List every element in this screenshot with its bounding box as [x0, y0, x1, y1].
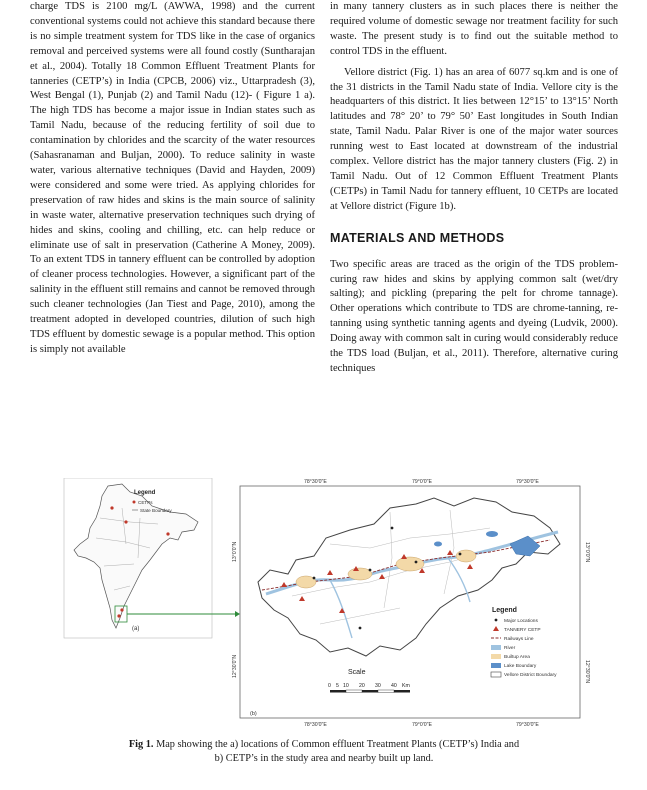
cetp-marker	[117, 614, 120, 617]
builtup-area	[456, 550, 476, 562]
legend-major-locations: Major Locations	[504, 619, 538, 624]
top-tick-2: 79°0'0"E	[412, 479, 432, 485]
right-text-column	[330, 0, 618, 377]
caption-line-2: b) CETP’s in the study area and nearby built up land.	[214, 753, 434, 764]
major-location-marker	[313, 577, 316, 580]
legend-district-boundary: Vellore District Boundary	[504, 673, 557, 678]
bottom-tick-3: 79°30'0"E	[516, 722, 539, 728]
inset-legend-item-cetp: CETPs	[138, 500, 153, 505]
scale-number-40: 40	[391, 683, 397, 689]
major-location-marker	[415, 561, 418, 564]
inset-legend-item-state: State Boundary	[140, 508, 172, 513]
legend-builtup: Builtup Area	[504, 655, 530, 660]
scale-number-5: 5	[336, 683, 339, 689]
figure-map	[30, 478, 618, 736]
cetp-marker	[120, 608, 123, 611]
cetp-marker	[110, 506, 113, 509]
cetp-marker	[166, 532, 169, 535]
major-location-marker	[459, 553, 462, 556]
right-tick-2: 12°30'0"N	[584, 660, 590, 684]
legend-tannery-cetp: TANNERY CETP	[504, 628, 541, 633]
panel-label-b: (b)	[250, 711, 257, 717]
builtup-area	[396, 557, 424, 571]
right-paragraph-2: Vellore district (Fig. 1) has an area of 6077 sq.km and is one of the 31 districts in the Tamil Nadu state of India. Vellore city is the headquarters of this district. It lies between 12°15’ to 13°15’ North latitudes and 78° 20’ to 79° 50’ East longitudes in South Indian state, Tamil Nadu. Palar River is one of the major water sources running west to East located at downstream of the industrial complex. Vellore district has the major tannery clusters (Fig. 2) in Tamil Nadu. Out of 12 Common Effluent Treatment Plants (CETPs) in Tamil Nadu for tannery effluent, 10 CETPs are located at Vellore district (Figure 1b).	[330, 66, 618, 212]
legend-lake: Lake Boundary	[504, 664, 537, 669]
scale-number-0: 0	[328, 683, 331, 689]
left-tick-2: 12°30'0"N	[232, 654, 238, 678]
caption-line-1: Map showing the a) locations of Common effluent Treatment Plants (CETP’s) India and	[156, 739, 520, 750]
bottom-tick-1: 78°30'0"E	[304, 722, 327, 728]
lake	[434, 542, 442, 547]
major-location-marker	[369, 569, 372, 572]
legend-title: Legend	[492, 607, 517, 614]
bottom-tick-2: 79°0'0"E	[412, 722, 432, 728]
figure-caption	[40, 738, 608, 766]
major-location-marker	[359, 627, 362, 630]
legend-railways: Railways Line	[504, 637, 534, 642]
right-paragraph-1: in many tannery clusters as in such places there is neither the required volume of domestic sewage nor treatment facility for such waste. The present study is to find out the suitable method to control TDS in the effluent.	[330, 1, 618, 57]
scale-unit: Km	[402, 683, 410, 689]
district-map-panel	[232, 479, 590, 728]
right-tick-1: 13°0'0"N	[584, 542, 590, 563]
major-location-marker	[391, 527, 394, 530]
caption-label: Fig 1.	[128, 739, 154, 750]
legend-river: River	[504, 646, 516, 651]
scale-number-10: 10	[343, 683, 349, 689]
scale-number-30: 30	[375, 683, 381, 689]
builtup-area	[348, 568, 372, 580]
top-tick-3: 79°30'0"E	[516, 479, 539, 485]
inset-legend-title: Legend	[134, 490, 156, 496]
right-paragraph-3: Two specific areas are traced as the origin of the TDS problem- curing raw hides and skins by applying common salt (wet/dry salting); and pickling (preparing the pelt for chrome tannage). Other operations which contribute to TDS are chrome-tanning, re-tanning using synthetic tanning agents and dyeing (Ludvik, 2000). Doing away with common salt in curing would considerably reduce the TDS load (Buljan, et al., 2011). Therefore, alternative curing techniques	[330, 258, 618, 374]
scale-number-20: 20	[359, 683, 365, 689]
cetp-marker	[124, 520, 127, 523]
left-paragraph-1: charge TDS is 2100 mg/L (AWWA, 1998) and the current conventional systems could not achieve this standard because there is no simple treatment system for TDS like in the case of organics removal and perceived systems were all found costly (Suntharajan et al., 2004). Totally 18 Common Effluent Treatment Plants for tanneries (CETP’s) in India (CPCB, 2006) viz., Uttarpradesh (3), West Bengal (1), Punjab (2) and Tamil Nadu (12)- ( Figure 1 a). The high TDS has become a major issue in Indian states such as Tamil Nadu, because of the reducing fertility of soil due to contamination by chlorides and the scarcity of the water resources (Sahasranaman and Buljan, 2000). To reduce salinity in waste water, various alternative techniques (David and Hayden, 2009) were considered and some were tried. As applying chlorides for preservation of raw hides and skins is the main source of salinity in waste water, alternative preservation techniques such drying of hides and skins, cooling and chilling, etc. can help reduce or eliminate use of salt in preservation (Catherine A Money, 2009). To an extent TDS in tannery effluent can be controlled by adoption of cleaner process technologies. However, a significant part of the salinity in the effluent still remains and cannot be removed through such cleaner technologies (Jan Tiest and Page, 2010), among the treatment adopted in developed countries, dilution of such high TDS effluent by domestic sewage is a popular method. This option is simply not available	[30, 1, 315, 355]
lake	[486, 531, 498, 537]
scale-title: Scale	[348, 669, 366, 676]
left-tick-1: 13°0'0"N	[232, 541, 238, 562]
inset-label-a: (a)	[132, 626, 140, 632]
section-heading: MATERIALS AND METHODS	[330, 230, 505, 245]
top-tick-1: 78°30'0"E	[304, 479, 327, 485]
left-text-column	[30, 0, 315, 358]
